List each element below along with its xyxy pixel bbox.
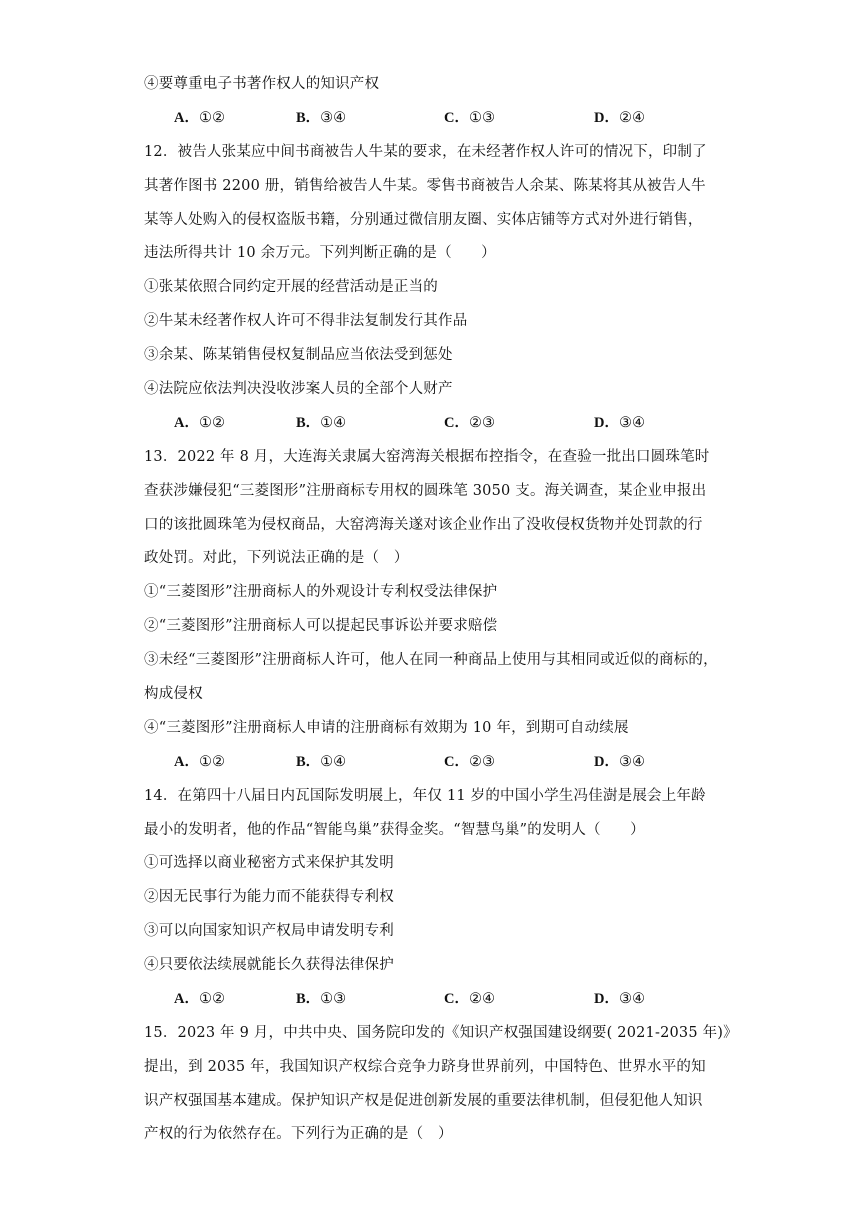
option-letter: D． [594, 110, 619, 126]
text-line: 产权的行为依然存在。下列行为正确的是（ ） [144, 1126, 453, 1142]
text-line: 查获涉嫌侵犯“三菱图形”注册商标专用权的圆珠笔 3050 支。海关调查，某企业申报出 [144, 483, 707, 499]
text-line: 某等人处购入的侵权盗版书籍，分别通过微信朋友圈、实体店铺等方式对外进行销售， [144, 212, 703, 228]
option-letter: C． [444, 110, 469, 126]
text-line: 13．2022 年 8 月，大连海关隶属大窑湾海关根据布控指令，在查验一批出口圆珠笔时 [144, 449, 710, 465]
text-line: 12．被告人张某应中间书商被告人牛某的要求，在未经著作权人许可的情况下，印制了 [144, 144, 707, 160]
answer-option [444, 411, 495, 432]
option-value: ②③ [468, 754, 495, 770]
text-line: 最小的发明者，他的作品“智能鸟巢”获得金奖。“智慧鸟巢”的发明人（ ） [144, 822, 645, 838]
option-value: ①③ [320, 991, 347, 1007]
option-letter: A． [174, 754, 199, 770]
answer-option [296, 750, 346, 771]
option-letter: C． [444, 754, 469, 770]
option-value: ③④ [618, 754, 645, 770]
option-letter: B． [296, 754, 321, 770]
text-line: ③未经“三菱图形”注册商标人许可，他人在同一种商品上使用与其相同或近似的商标的， [144, 652, 718, 668]
option-letter: A． [174, 991, 199, 1007]
option-value: ②④ [468, 991, 495, 1007]
text-line: 识产权强国基本建成。保护知识产权是促进创新发展的重要法律机制，但侵犯他人知识 [144, 1093, 703, 1109]
option-value: ③④ [618, 415, 645, 431]
option-letter: B． [296, 415, 321, 431]
option-value: ②③ [468, 415, 495, 431]
option-value: ①② [198, 110, 225, 126]
option-value: ③④ [618, 991, 645, 1007]
option-value: ①④ [320, 754, 347, 770]
text-line: 14．在第四十八届日内瓦国际发明展上，年仅 11 岁的中国小学生冯佳澍是展会上年龄 [144, 788, 706, 804]
answer-option [296, 987, 346, 1008]
option-value: ①② [198, 991, 225, 1007]
text-line: ①“三菱图形”注册商标人的外观设计专利权受法律保护 [144, 584, 498, 600]
option-value: ①③ [468, 110, 495, 126]
answer-options [144, 411, 704, 433]
text-line: ②牛某未经著作权人许可不得非法复制发行其作品 [144, 313, 468, 329]
text-line: 违法所得共计 10 余万元。下列判断正确的是（ ） [144, 245, 496, 261]
answer-option [594, 106, 645, 127]
answer-options [144, 106, 704, 128]
option-letter: B． [296, 110, 321, 126]
option-value: ①④ [320, 415, 347, 431]
text-line: ④法院应依法判决没收涉案人员的全部个人财产 [144, 381, 453, 397]
answer-options [144, 987, 704, 1009]
answer-option [174, 411, 225, 432]
option-letter: D． [594, 415, 619, 431]
option-letter: A． [174, 415, 199, 431]
text-line: ④“三菱图形”注册商标人申请的注册商标有效期为 10 年，到期可自动续展 [144, 720, 629, 736]
text-line: 其著作图书 2200 册，销售给被告人牛某。零售书商被告人余某、陈某将其从被告人牛 [144, 178, 706, 194]
answer-option [296, 106, 346, 127]
answer-option [594, 750, 645, 771]
text-line: 提出，到 2035 年，我国知识产权综合竞争力跻身世界前列，中国特色、世界水平的知 [144, 1059, 706, 1075]
text-line: ①可选择以商业秘密方式来保护其发明 [144, 855, 394, 871]
answer-option [444, 987, 495, 1008]
text-line: ④要尊重电子书著作权人的知识产权 [144, 76, 380, 92]
text-line: ③可以向国家知识产权局申请发明专利 [144, 923, 394, 939]
answer-option [174, 987, 225, 1008]
option-letter: C． [444, 415, 469, 431]
text-line: 15．2023 年 9 月，中共中央、国务院印发的《知识产权强国建设纲要( 2021-2035 年)》 [144, 1025, 738, 1041]
option-value: ②④ [618, 110, 645, 126]
option-letter: D． [594, 754, 619, 770]
option-value: ③④ [320, 110, 347, 126]
option-letter: A． [174, 110, 199, 126]
text-line: ③余某、陈某销售侵权复制品应当依法受到惩处 [144, 347, 453, 363]
text-line: ②“三菱图形”注册商标人可以提起民事诉讼并要求赔偿 [144, 618, 498, 634]
answer-option [174, 750, 225, 771]
answer-options [144, 750, 704, 772]
answer-option [296, 411, 346, 432]
answer-option [444, 106, 495, 127]
answer-option [444, 750, 495, 771]
answer-option [594, 411, 645, 432]
text-line: ②因无民事行为能力而不能获得专利权 [144, 889, 394, 905]
text-line: ④只要依法续展就能长久获得法律保护 [144, 957, 394, 973]
option-value: ①② [198, 754, 225, 770]
text-line: 口的该批圆珠笔为侵权商品，大窑湾海关遂对该企业作出了没收侵权货物并处罚款的行 [144, 517, 703, 533]
text-line: ①张某依照合同约定开展的经营活动是正当的 [144, 279, 438, 295]
option-letter: C． [444, 991, 469, 1007]
option-letter: B． [296, 991, 321, 1007]
option-value: ①② [198, 415, 225, 431]
text-line: 政处罚。对此，下列说法正确的是（ ） [144, 550, 409, 566]
answer-option [174, 106, 225, 127]
answer-option [594, 987, 645, 1008]
option-letter: D． [594, 991, 619, 1007]
text-line: 构成侵权 [144, 686, 203, 702]
